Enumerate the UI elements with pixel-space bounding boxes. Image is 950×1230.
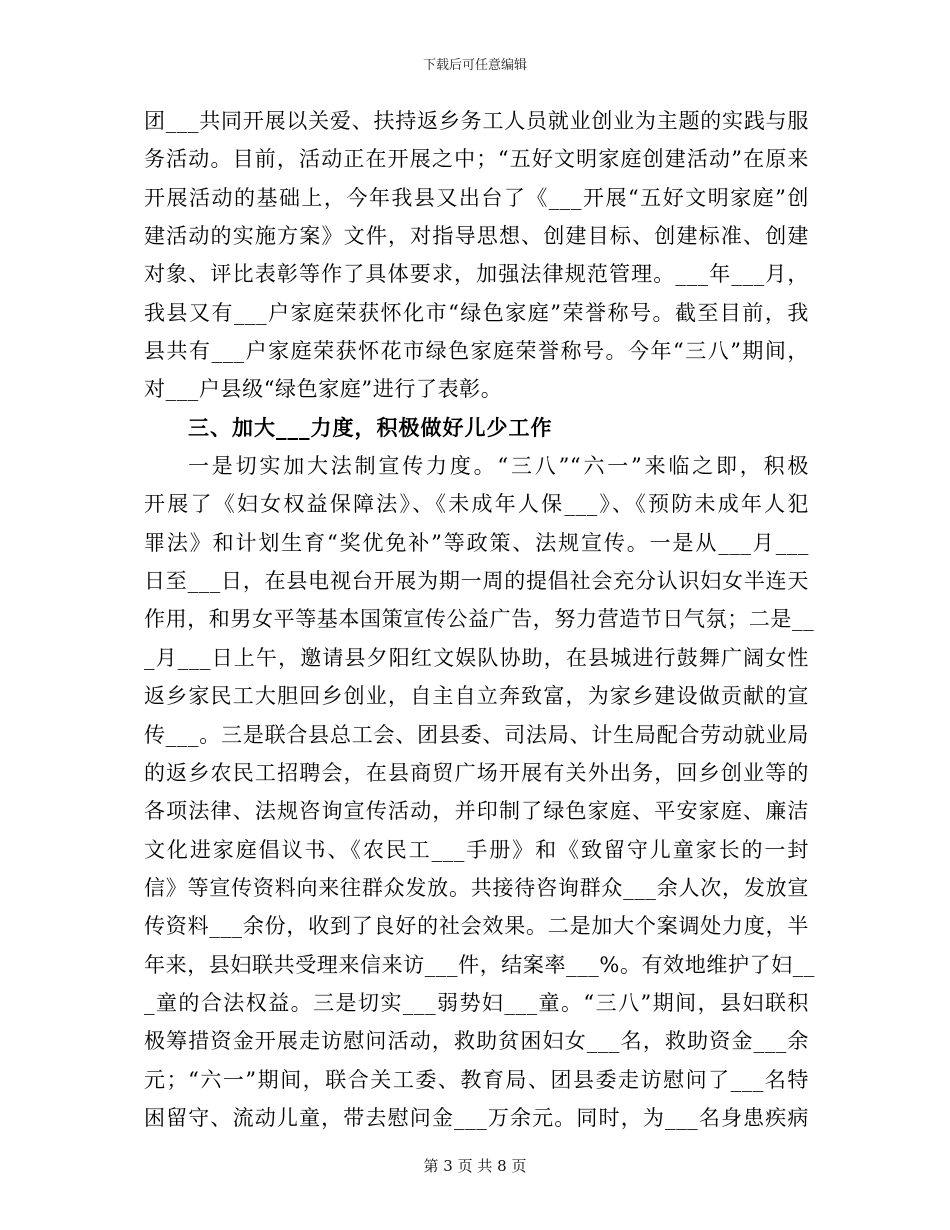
paragraph-line: _童的合法权益。三是切实___弱势妇___童。“三八”期间，县妇联积	[144, 990, 809, 1015]
paragraph-line: 开展了《妇女权益保障法》、《未成年人保___》、《预防未成年人犯	[144, 492, 809, 517]
paragraph-line: 各项法律、法规咨询宣传活动，并印制了绿色家庭、平安家庭、廉洁	[144, 799, 809, 824]
paragraph-line: 传___。三是联合县总工会、团县委、司法局、计生局配合劳动就业局	[144, 722, 809, 747]
paragraph-line: 务活动。目前，活动正在开展之中；“五好文明家庭创建活动”在原来	[144, 147, 809, 172]
paragraph-line: 文化进家庭倡议书、《农民工___手册》和《致留守儿童家长的一封	[144, 837, 809, 862]
page-header: 下载后可任意编辑	[422, 58, 527, 73]
paragraph-line: 我县又有___户家庭荣获怀化市“绿色家庭”荣誉称号。截至目前，我	[144, 300, 809, 325]
section-heading: 三、加大___力度，积极做好儿少工作	[188, 414, 553, 440]
paragraph-line: 元；“六一”期间，联合关工委、教育局、团县委走访慰问了___名特	[144, 1067, 809, 1092]
body-text	[144, 102, 815, 1137]
paragraph-line: 对___户县级“绿色家庭”进行了表彰。	[144, 377, 503, 402]
paragraph-line: 年来，县妇联共受理来信来访___件，结案率___%。有效地维护了妇__	[144, 952, 815, 977]
paragraph-line: 对象、评比表彰等作了具体要求，加强法律规范管理。___年___月，	[144, 262, 809, 287]
paragraph-line: 的返乡农民工招聘会，在县商贸广场开展有关外出务，回乡创业等的	[144, 760, 809, 785]
paragraph-line: _月___日上午，邀请县夕阳红文娱队协助，在县城进行鼓舞广阔女性	[144, 645, 809, 670]
paragraph-line: 困留守、流动儿童，带去慰问金___万余元。同时，为___名身患疾病	[144, 1105, 809, 1130]
page-footer: 第 3 页 共 8 页	[423, 1157, 527, 1175]
paragraph-line: 极筹措资金开展走访慰问活动，救助贫困妇女___名，救助资金___余	[144, 1029, 809, 1054]
paragraph-line: 一是切实加大法制宣传力度。“三八”“六一”来临之即，积极	[188, 454, 809, 479]
paragraph-line: 建活动的实施方案》文件，对指导思想、创建目标、创建标准、创建	[144, 224, 809, 249]
paragraph-line: 开展活动的基础上，今年我县又出台了《___开展“五好文明家庭”创	[144, 185, 809, 210]
paragraph-line: 作用，和男女平等基本国策宣传公益广告，努力营造节日气氛；二是__	[144, 607, 815, 632]
paragraph-line: 县共有___户家庭荣获怀花市绿色家庭荣誉称号。今年“三八”期间，	[144, 339, 809, 364]
paragraph-line: 信》等宣传资料向来往群众发放。共接待咨询群众___余人次，发放宣	[144, 875, 809, 900]
paragraph-line: 罪法》和计划生育“奖优免补”等政策、法规宣传。一是从___月___	[144, 530, 809, 555]
paragraph-line: 日至___日，在县电视台开展为期一周的提倡社会充分认识妇女半连天	[144, 569, 809, 594]
paragraph-line: 传资料___余份，收到了良好的社会效果。二是加大个案调处力度，半	[144, 914, 809, 939]
paragraph-line: 返乡家民工大胆回乡创业，自主自立奔致富，为家乡建设做贡献的宣	[144, 684, 809, 709]
paragraph-line: 团___共同开展以关爱、扶持返乡务工人员就业创业为主题的实践与服	[144, 109, 809, 133]
